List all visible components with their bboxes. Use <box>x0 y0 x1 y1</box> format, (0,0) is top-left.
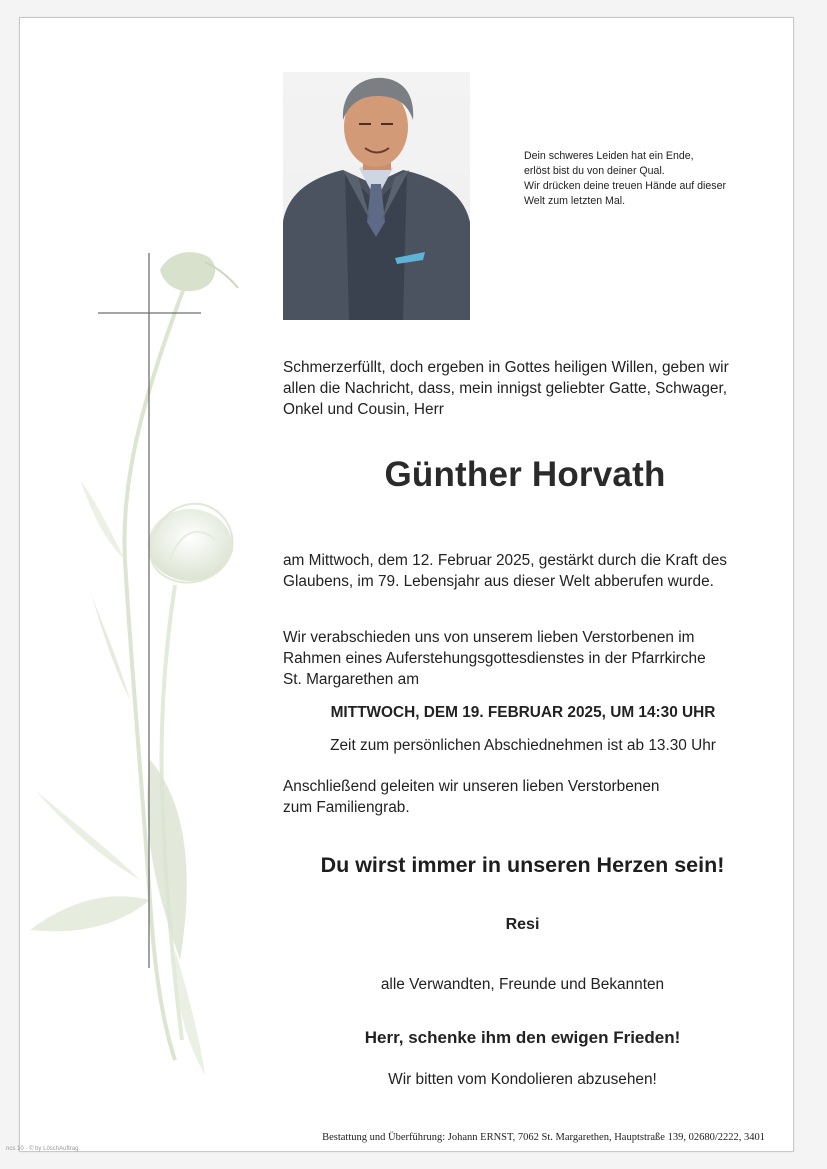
viewing-time: Zeit zum persönlichen Abschiednehmen ist ab 13.30 Uhr <box>330 737 716 754</box>
condolence-request: Wir bitten vom Kondolieren abzusehen! <box>388 1071 657 1088</box>
intro-line: allen die Nachricht, dass, mein innigst geliebter Gatte, Schwager, <box>283 380 727 397</box>
deceased-name: Günther Horvath <box>384 455 666 494</box>
funeral-home-footer: Bestattung und Überführung: Johann ERNST, 7062 St. Margarethen, Hauptstraße 139, 02680/2222, 3401 <box>322 1132 765 1143</box>
portrait-photo <box>283 72 470 320</box>
closing-prayer: Herr, schenke ihm den ewigen Frieden! <box>364 1028 681 1047</box>
verse-line: Dein schweres Leiden hat ein Ende, <box>524 150 694 162</box>
service-line: Rahmen eines Auferstehungsgottesdienstes in der Pfarrkirche <box>283 650 706 667</box>
service-line: St. Margarethen am <box>283 671 420 688</box>
burial-line: zum Familiengrab. <box>283 799 410 816</box>
burial-line: Anschließend geleiten wir unseren lieben Verstorbenen <box>283 778 660 795</box>
intro-line: Schmerzerfüllt, doch ergeben in Gottes heiligen Willen, geben wir <box>283 359 729 376</box>
verse-line: Welt zum letzten Mal. <box>524 195 626 207</box>
relatives-line: alle Verwandten, Freunde und Bekannten <box>380 976 665 993</box>
template-code: ncs 10 · © by LöschAuftrag <box>6 1146 79 1152</box>
service-notice <box>283 627 783 690</box>
death-notice <box>283 550 783 592</box>
service-date: MITTWOCH, DEM 19. FEBRUAR 2025, UM 14:30 UHR <box>330 704 716 721</box>
burial-notice <box>283 776 783 818</box>
death-line: Glaubens, im 79. Lebensjahr aus dieser Welt abberufen wurde. <box>283 573 714 590</box>
signer-name: Resi <box>505 916 540 933</box>
service-line: Wir verabschieden uns von unserem lieben Verstorbenen im <box>283 629 695 646</box>
verse-line: erlöst bist du von deiner Qual. <box>524 165 665 177</box>
death-line: am Mittwoch, dem 12. Februar 2025, gestärkt durch die Kraft des <box>283 552 727 569</box>
announcement-intro <box>283 357 783 420</box>
memorial-verse <box>524 149 784 209</box>
memorial-motto: Du wirst immer in unseren Herzen sein! <box>320 853 725 877</box>
verse-line: Wir drücken deine treuen Hände auf dieser <box>524 180 726 192</box>
portrait-illustration <box>283 72 470 320</box>
intro-line: Onkel und Cousin, Herr <box>283 401 444 418</box>
